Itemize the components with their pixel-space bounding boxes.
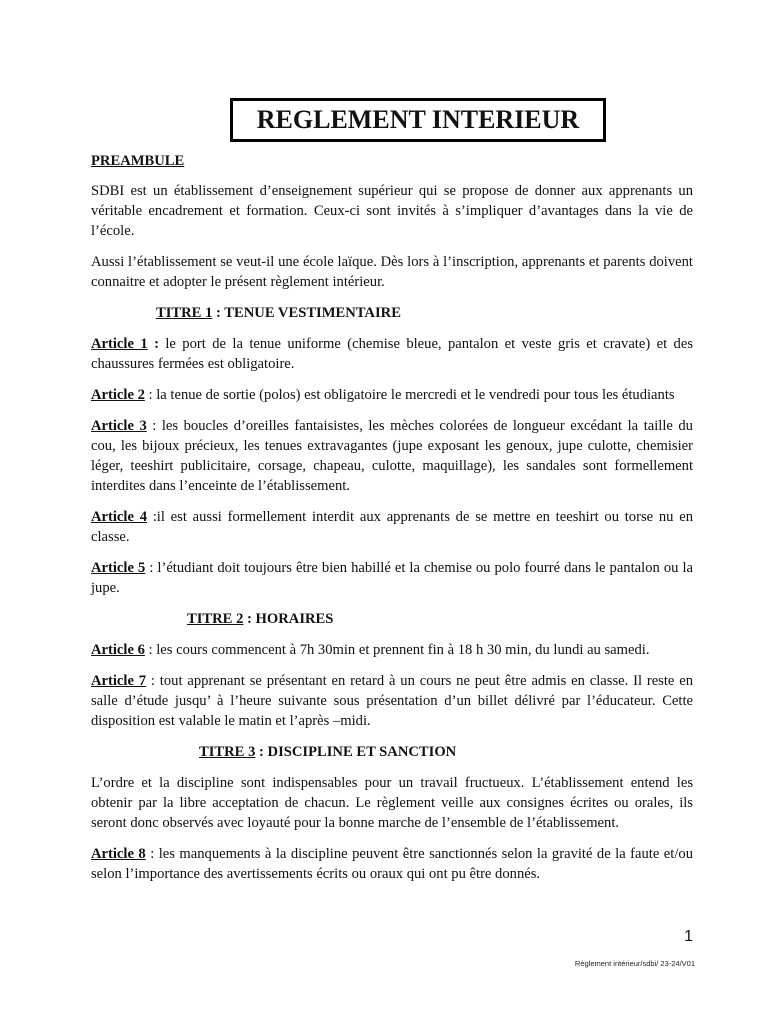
titre-1-label: TITRE 1 [156,305,213,321]
titre-2-name: : HORAIRES [243,611,334,627]
article-1-text: le port de la tenue uniforme (chemise bleue, pantalon et veste gris et cravate) et des chaussures fermées est obligatoire. [91,336,694,372]
titre-2-label: TITRE 2 [187,611,244,627]
titre-3-intro: L’ordre et la discipline sont indispensables pour un travail fructueux. L’établissement entend les obtenir par la libre acceptation de chacun. Le règlement veille aux consignes écrites ou orales, ils seront donc observés avec loyauté pour la bonne marche de l’ensemble de l’établissement. [91,775,693,831]
article-5-label: Article 5 [91,560,146,576]
article-8-text: : les manquements à la discipline peuvent être sanctionnés selon la gravité de la faute et/ou selon l’importance des avertissements écrits ou oraux qui ont pu être donnés. [91,846,693,882]
article-8 [91,844,693,884]
footer-reference: Règlement intérieur/sdbi/ 23-24/V01 [574,959,695,968]
titre-2-heading [91,609,693,629]
preambule-heading: PREAMBULE [91,153,185,169]
titre-1-name: : TENUE VESTIMENTAIRE [212,305,401,321]
titre-3-label: TITRE 3 [199,744,256,760]
article-4-label: Article 4 [91,509,147,525]
article-7-text: : tout apprenant se présentant en retard à un cours ne peut être admis en classe. Il reste en salle d’étude jusqu’ à l’heure suivante sous présentation d’un billet délivré par l’éducateur. Cette disposition est valable le matin et l’après –midi. [91,673,693,729]
article-5 [91,558,693,598]
article-7 [91,671,693,731]
article-1 [91,334,693,374]
article-3 [91,416,693,496]
article-2 [91,385,693,405]
article-7-label: Article 7 [91,673,147,689]
article-4 [91,507,693,547]
titre-3-heading [91,742,693,762]
article-5-text: : l’étudiant doit toujours être bien habillé et la chemise ou polo fourré dans le pantalon ou la jupe. [91,560,693,596]
article-2-text: : la tenue de sortie (polos) est obligatoire le mercredi et le vendredi pour tous les étudiants [144,387,675,403]
article-8-label: Article 8 [91,846,146,862]
article-6-text: : les cours commencent à 7h 30min et prennent fin à 18 h 30 min, du lundi au samedi. [144,642,650,658]
article-6-label: Article 6 [91,642,145,658]
article-6 [91,640,693,660]
document-body [91,151,693,895]
article-2-label: Article 2 [91,387,145,403]
article-1-separator: : [147,336,159,352]
page-number: 1 [684,928,693,945]
article-4-text: :il est aussi formellement interdit aux apprenants de se mettre en teeshirt ou torse nu en classe. [91,509,693,545]
titre-3-name: : DISCIPLINE ET SANCTION [255,744,457,760]
preambule-paragraph-2: Aussi l’établissement se veut-il une école laïque. Dès lors à l’inscription, apprenants et parents doivent connaitre et adopter le présent règlement intérieur. [91,254,693,290]
article-3-text: : les boucles d’oreilles fantaisistes, les mèches colorées de longueur excédant la taille du cou, les bijoux précieux, les tenues extravagantes (jupe exposant les genoux, jupe culotte, chemisier léger, teeshirt publicitaire, corsage, chapeau, culotte, maquillage), les sandales sont formellement interdites dans l’enceinte de l’établissement. [91,418,693,494]
titre-1-heading [91,303,693,323]
article-1-label: Article 1 [91,336,148,352]
preambule-paragraph-1: SDBI est un établissement d’enseignement supérieur qui se propose de donner aux apprenants un véritable encadrement et formation. Ceux-ci sont invités à s’impliquer d’avantages dans la vie de l’école. [91,183,693,239]
article-3-label: Article 3 [91,418,147,434]
document-title: REGLEMENT INTERIEUR [230,98,606,142]
